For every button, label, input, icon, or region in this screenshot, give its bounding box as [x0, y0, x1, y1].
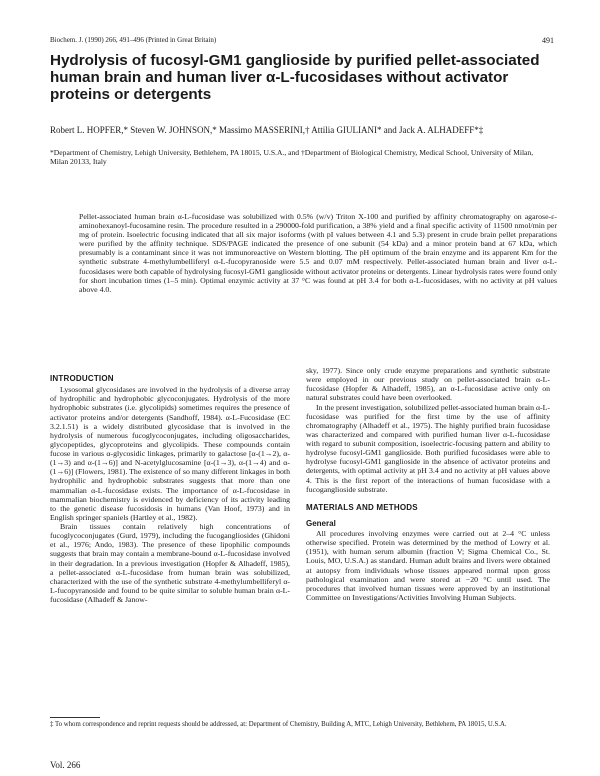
abstract: Pellet-associated human brain α-L-fucosidase was solubilized with 0.5% (w/v) Triton X-100 and purified by affinity chromatography on agarose-ε-aminohexanoyl-fucosamine resin. The procedure resulted in a 290000-fold purification, a 38% yield and a final specific activity of 11500 nmol/min per mg of protein. Isoelectric focusing indicated that all six major isoforms (with pI values between 4.1 and 5.3) present in crude brain pellet preparations were purified by the affinity technique. SDS/PAGE indicated the presence of one subunit (54 kDa) and a minor protein band at 67 kDa, which presumably is a contaminant since it was not immunoreactive on Western blotting. The pH optimum of the brain enzyme and its apparent Km for the synthetic substrate 4-methylumbelliferyl α-L-fucopyranoside were 5.5 and 0.07 mM respectively. Pellet-associated human brain and liver α-L-fucosidases were both capable of hydrolysing fucosyl-GM1 ganglioside without activator proteins or detergents. Linear hydrolysis rates were found only for short incubation times (1–5 min). Optimal enzymic activity at 37 °C was found at pH 3.4 for both α-L-fucosidases, with no activity at pH values above 4.0.: [79, 212, 557, 294]
article-title: Hydrolysis of fucosyl-GM1 ganglioside by purified pellet-associated human brain and human liver α-L-fucosidases without activator proteins or detergents: [50, 52, 540, 103]
volume-footer: Vol. 266: [50, 760, 81, 770]
footnote: ‡ To whom correspondence and reprint requests should be addressed, at: Department of Chemistry, Building A, MTC, Lehigh University, Bethlehem, PA 18015, U.S.A.: [50, 721, 507, 728]
left-column: [50, 374, 290, 604]
methods-paragraph: All procedures involving enzymes were carried out at 2–4 °C unless otherwise specified. Protein was determined by the method of Lowry et al. (1951), with human serum albumin (fraction V; Sigma Chemical Co., St. Louis, MO, U.S.A.) as standard. Human adult brains and livers were obtained at autopsy from individuals whose tissues appeared normal upon gross pathological examination and were stored at −20 °C until used. The procedures that involved human tissues were approved by an institutional Committee on Investigations/Activities Involving Human Subjects.: [306, 529, 550, 602]
intro-paragraph-2: Brain tissues contain relatively high concentrations of fucoglycoconjugates (Gurd, 1979), including the fucogangliosides (Ghidoni et al., 1976; Ando, 1983). The presence of these lipophilic compounds suggests that brain may contain a membrane-bound α-L-fucosidase involved in their degradation. In a previous investigation (Hopfer & Alhadeff, 1985), a pellet-associated α-L-fucosidase from human brain was solubilized, characterized with the use of the synthetic substrate 4-methylumbelliferyl α-L-fucopyranoside and found to be quite similar to soluble human brain α-L-fucosidase (Alhadeff & Janow-: [50, 522, 290, 604]
general-subheading: General: [306, 518, 336, 528]
author-list: Robert L. HOPFER,* Steven W. JOHNSON,* Massimo MASSERINI,† Attilia GIULIANI* and Jack A. ALHADEFF*‡: [50, 125, 484, 135]
affiliations: *Department of Chemistry, Lehigh University, Bethlehem, PA 18015, U.S.A., and †Department of Biological Chemistry, Medical School, University of Milan, Milan 20133, Italy: [50, 148, 534, 167]
intro-paragraph-4: In the present investigation, solubilized pellet-associated human brain α-L-fucosidase was purified for the first time by the use of affinity chromatography (Alhadeff et al., 1975). The highly purified brain fucosidase was characterized and compared with purified human liver α-L-fucosidase with regard to subunit composition, isoelectric-focusing pattern and ability to hydrolyse fucosyl-GM1 ganglioside. Both purified fucosidases were able to hydrolyse fucosyl-GM1 ganglioside in the absence of activator proteins and detergents, with optimal activity at pH 3.4 and no activity at pH values above 4. This is the first report of the interactions of human fucosidase with a fucoganglioside substrate.: [306, 402, 550, 494]
intro-paragraph-3: sky, 1977). Since only crude enzyme preparations and synthetic substrate were employed in our previous study on pellet-associated brain α-L-fucosidase (Hopfer & Alhadeff, 1985), an α-L-fucosidase active only on natural substrates could have been overlooked.: [306, 366, 550, 403]
journal-citation: Biochem. J. (1990) 266, 491–496 (Printed in Great Britain): [50, 36, 217, 44]
introduction-heading: INTRODUCTION: [50, 374, 114, 383]
intro-paragraph-1: Lysosomal glycosidases are involved in the hydrolysis of a diverse array of hydrophilic and hydrophobic glycoconjugates. Hydrolysis of the more hydrophobic substrates (i.e. glycolipids) sometimes requires the presence of activator proteins and/or detergents (Sandhoff, 1984). α-L-Fucosidase (EC 3.2.1.51) is a widely distributed glycosidase that is involved in the hydrolysis of numerous fucoglycoconjugates, including oligosaccharides, glycopeptides, glycoproteins and glycolipids. These compounds contain fucose in various α-glycosidic linkages, primarily to galactose [α-(1→2), α-(1→3) and α-(1→6)] and N-acetylglucosamine [α-(1→3), α-(1→4) and α-(1→6)] (Flowers, 1981). The existence of so many different linkages in both hydrophilic and hydrophobic substrates suggests that more than one mammalian α-L-fucosidase exists. The importance of α-L-fucosidase in mammalian biochemistry is evidenced by deficiency of its activity leading to the genetic disease fucosidosis in humans (Van Hoof, 1973) and in English springer spaniels (Hartley et al., 1982).: [50, 385, 290, 522]
methods-heading: MATERIALS AND METHODS: [306, 502, 418, 512]
page-number: 491: [542, 36, 554, 45]
right-column: [306, 366, 550, 602]
footnote-divider: [50, 717, 100, 718]
